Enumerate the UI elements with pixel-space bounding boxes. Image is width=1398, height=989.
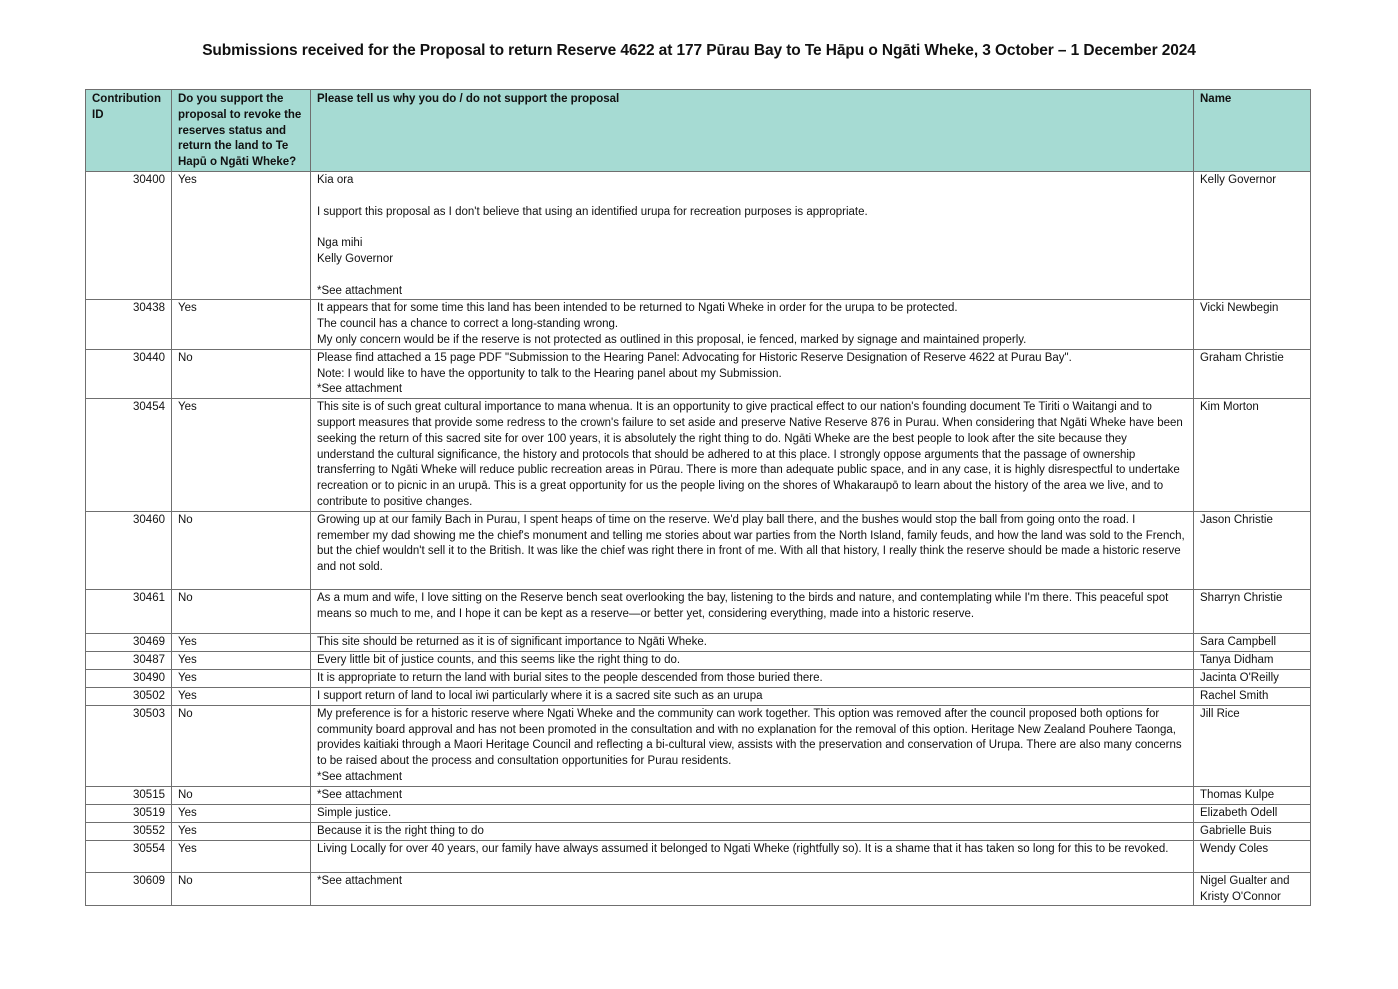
contribution-id-cell: 30487 xyxy=(86,651,172,669)
name-cell: Wendy Coles xyxy=(1194,840,1311,872)
contribution-id-cell: 30440 xyxy=(86,349,172,398)
name-cell: Rachel Smith xyxy=(1194,687,1311,705)
table-row xyxy=(86,822,1311,840)
reason-line xyxy=(317,220,1187,236)
table-row xyxy=(86,633,1311,651)
header-name: Name xyxy=(1194,90,1311,172)
reason-line: The council has a chance to correct a long-standing wrong. xyxy=(317,318,619,331)
table-row xyxy=(86,687,1311,705)
support-cell: Yes xyxy=(172,804,311,822)
table-row xyxy=(86,349,1311,398)
reason-line: This site should be returned as it is of significant importance to Ngāti Wheke. xyxy=(317,635,707,648)
name-cell: Jason Christie xyxy=(1194,511,1311,589)
reason-cell xyxy=(311,804,1194,822)
reason-line: Because it is the right thing to do xyxy=(317,824,484,837)
contribution-id-cell: 30503 xyxy=(86,705,172,786)
table-row xyxy=(86,804,1311,822)
submissions-table xyxy=(85,89,1311,906)
reason-line: Simple justice. xyxy=(317,806,392,819)
reason-cell xyxy=(311,349,1194,398)
name-cell: Kim Morton xyxy=(1194,399,1311,512)
header-support: Do you support the proposal to revoke the reserves status and return the land to Te Hapū o Ngāti Wheke? xyxy=(172,90,311,172)
reason-line xyxy=(317,189,1187,205)
table-row xyxy=(86,840,1311,872)
reason-line: My preference is for a historic reserve where Ngati Wheke and the community can work together. This option was removed after the council proposed both options for community board approval and has not been promoted in the consultation and with no explanation for the removal of this option. Heritage New Zealand Pouhere Taonga, provides kaitiaki through a Maori Heritage Council and reflecting a bi-cultural view, assists with the preservation and conservation of Urupa. There are also many concerns to be raised about the process and consultation opportunities for Purau residents. xyxy=(317,707,1182,768)
page-title: Submissions received for the Proposal to return Reserve 4622 at 177 Pūrau Bay to Te Hāpu o Ngāti Wheke, 3 October – 1 December 2024 xyxy=(202,42,1196,59)
table-row xyxy=(86,872,1311,906)
reason-line: Kelly Governor xyxy=(317,252,394,265)
name-cell: Nigel Gualter and Kristy O'Connor xyxy=(1194,872,1311,906)
support-cell: Yes xyxy=(172,300,311,349)
contribution-id-cell: 30552 xyxy=(86,822,172,840)
contribution-id-cell: 30469 xyxy=(86,633,172,651)
reason-cell xyxy=(311,705,1194,786)
reason-line: Nga mihi xyxy=(317,237,363,250)
contribution-id-cell: 30454 xyxy=(86,399,172,512)
support-cell: No xyxy=(172,872,311,906)
table-row xyxy=(86,300,1311,349)
reason-line: Living Locally for over 40 years, our family have always assumed it belonged to Ngati Wheke (rightfully so). It is a shame that it has taken so long for this to be revoked. xyxy=(317,842,1169,855)
table-row xyxy=(86,705,1311,786)
reason-line: *See attachment xyxy=(317,284,403,297)
reason-line: I support return of land to local iwi particularly where it is a sacred site such as an urupa xyxy=(317,689,763,702)
support-cell: No xyxy=(172,589,311,633)
contribution-id-cell: 30490 xyxy=(86,669,172,687)
name-cell: Jill Rice xyxy=(1194,705,1311,786)
support-cell: No xyxy=(172,705,311,786)
contribution-id-cell: 30609 xyxy=(86,872,172,906)
name-cell: Gabrielle Buis xyxy=(1194,822,1311,840)
reason-line xyxy=(317,268,1187,284)
support-cell: Yes xyxy=(172,651,311,669)
reason-cell xyxy=(311,840,1194,872)
table-row xyxy=(86,171,1311,299)
reason-cell xyxy=(311,872,1194,906)
reason-cell xyxy=(311,511,1194,589)
reason-line: Please find attached a 15 page PDF "Submission to the Hearing Panel: Advocating for Historic Reserve Designation of Reserve 4622 at Purau Bay". xyxy=(317,351,1072,364)
reason-line: *See attachment xyxy=(317,383,403,396)
reason-cell xyxy=(311,669,1194,687)
table-row xyxy=(86,589,1311,633)
header-reason: Please tell us why you do / do not support the proposal xyxy=(311,90,1194,172)
table-body xyxy=(86,171,1311,905)
reason-cell xyxy=(311,633,1194,651)
support-cell: Yes xyxy=(172,171,311,299)
reason-line: My only concern would be if the reserve is not protected as outlined in this proposal, ie fenced, marked by signage and maintained properly. xyxy=(317,333,1027,346)
support-cell: Yes xyxy=(172,669,311,687)
reason-line: Every little bit of justice counts, and this seems like the right thing to do. xyxy=(317,653,681,666)
name-cell: Kelly Governor xyxy=(1194,171,1311,299)
table-row xyxy=(86,651,1311,669)
support-cell: No xyxy=(172,349,311,398)
support-cell: No xyxy=(172,786,311,804)
reason-line: Growing up at our family Bach in Purau, I spent heaps of time on the reserve. We'd play ball there, and the bushes would stop the ball from going onto the road. I remember my dad showing me the chief's monument and telling me stories about war parties from the North Island, family feuds, and how the land was sold to the French, but the chief wouldn't sell it to the British. It was like the chief was right there in front of me. With all that history, I really think the reserve should be made a historic reserve and not sold. xyxy=(317,513,1185,574)
name-cell: Graham Christie xyxy=(1194,349,1311,398)
contribution-id-cell: 30460 xyxy=(86,511,172,589)
reason-line: This site is of such great cultural importance to mana whenua. It is an opportunity to give practical effect to our nation's founding document Te Tiriti o Waitangi and to support measures that provide some redress to the crown's failure to set aside and preserve Native Reserve 876 in Purau. When considering that Ngāti Wheke have been seeking the return of this sacred site for over 100 years, it is absolutely the right thing to do. Ngāti Wheke are the best people to look after the site because they understand the cultural significance, the history and protocols that should be adhered to at this place. I strongly oppose arguments that the passage of ownership transferring to Ngāti Wheke will reduce public recreation areas in Pūrau. There is more than adequate public space, and in any case, it is highly disrespectful to undertake recreation or to picnic in an urupā. This is a great opportunity for us the people living on the shores of Whakaraupō to learn about the history of the area we live, and to contribute to positive changes. xyxy=(317,401,1183,508)
reason-cell xyxy=(311,171,1194,299)
table-header xyxy=(86,90,1311,172)
table-row xyxy=(86,511,1311,589)
header-contribution-id: Contribution ID xyxy=(86,90,172,172)
support-cell: Yes xyxy=(172,687,311,705)
contribution-id-cell: 30461 xyxy=(86,589,172,633)
name-cell: Sara Campbell xyxy=(1194,633,1311,651)
reason-line: Note: I would like to have the opportunity to talk to the Hearing panel about my Submission. xyxy=(317,367,782,380)
name-cell: Jacinta O'Reilly xyxy=(1194,669,1311,687)
table-row xyxy=(86,786,1311,804)
reason-line: *See attachment xyxy=(317,874,403,887)
contribution-id-cell: 30400 xyxy=(86,171,172,299)
header-row xyxy=(86,90,1311,172)
contribution-id-cell: 30554 xyxy=(86,840,172,872)
contribution-id-cell: 30515 xyxy=(86,786,172,804)
reason-line: As a mum and wife, I love sitting on the Reserve bench seat overlooking the bay, listening to the birds and nature, and contemplating while I'm there. This peaceful spot means so much to me, and I hope it can be kept as a reserve—or better yet, considering everything, made into a historic reserve. xyxy=(317,591,1169,620)
reason-line: It appears that for some time this land has been intended to be returned to Ngati Wheke in order for the urupa to be protected. xyxy=(317,302,958,315)
table-row xyxy=(86,669,1311,687)
name-cell: Elizabeth Odell xyxy=(1194,804,1311,822)
name-cell: Vicki Newbegin xyxy=(1194,300,1311,349)
support-cell: Yes xyxy=(172,633,311,651)
reason-line: *See attachment xyxy=(317,788,403,801)
reason-cell xyxy=(311,822,1194,840)
reason-cell xyxy=(311,687,1194,705)
name-cell: Sharryn Christie xyxy=(1194,589,1311,633)
reason-cell xyxy=(311,589,1194,633)
contribution-id-cell: 30519 xyxy=(86,804,172,822)
reason-line: Kia ora xyxy=(317,173,354,186)
reason-line: *See attachment xyxy=(317,770,403,783)
reason-cell xyxy=(311,399,1194,512)
support-cell: Yes xyxy=(172,399,311,512)
reason-cell xyxy=(311,786,1194,804)
contribution-id-cell: 30502 xyxy=(86,687,172,705)
name-cell: Tanya Didham xyxy=(1194,651,1311,669)
table-row xyxy=(86,399,1311,512)
support-cell: No xyxy=(172,511,311,589)
support-cell: Yes xyxy=(172,822,311,840)
reason-line: It is appropriate to return the land with burial sites to the people descended from those buried there. xyxy=(317,671,823,684)
reason-line: I support this proposal as I don't believe that using an identified urupa for recreation purposes is appropriate. xyxy=(317,205,868,218)
name-cell: Thomas Kulpe xyxy=(1194,786,1311,804)
reason-cell xyxy=(311,300,1194,349)
reason-cell xyxy=(311,651,1194,669)
contribution-id-cell: 30438 xyxy=(86,300,172,349)
support-cell: Yes xyxy=(172,840,311,872)
